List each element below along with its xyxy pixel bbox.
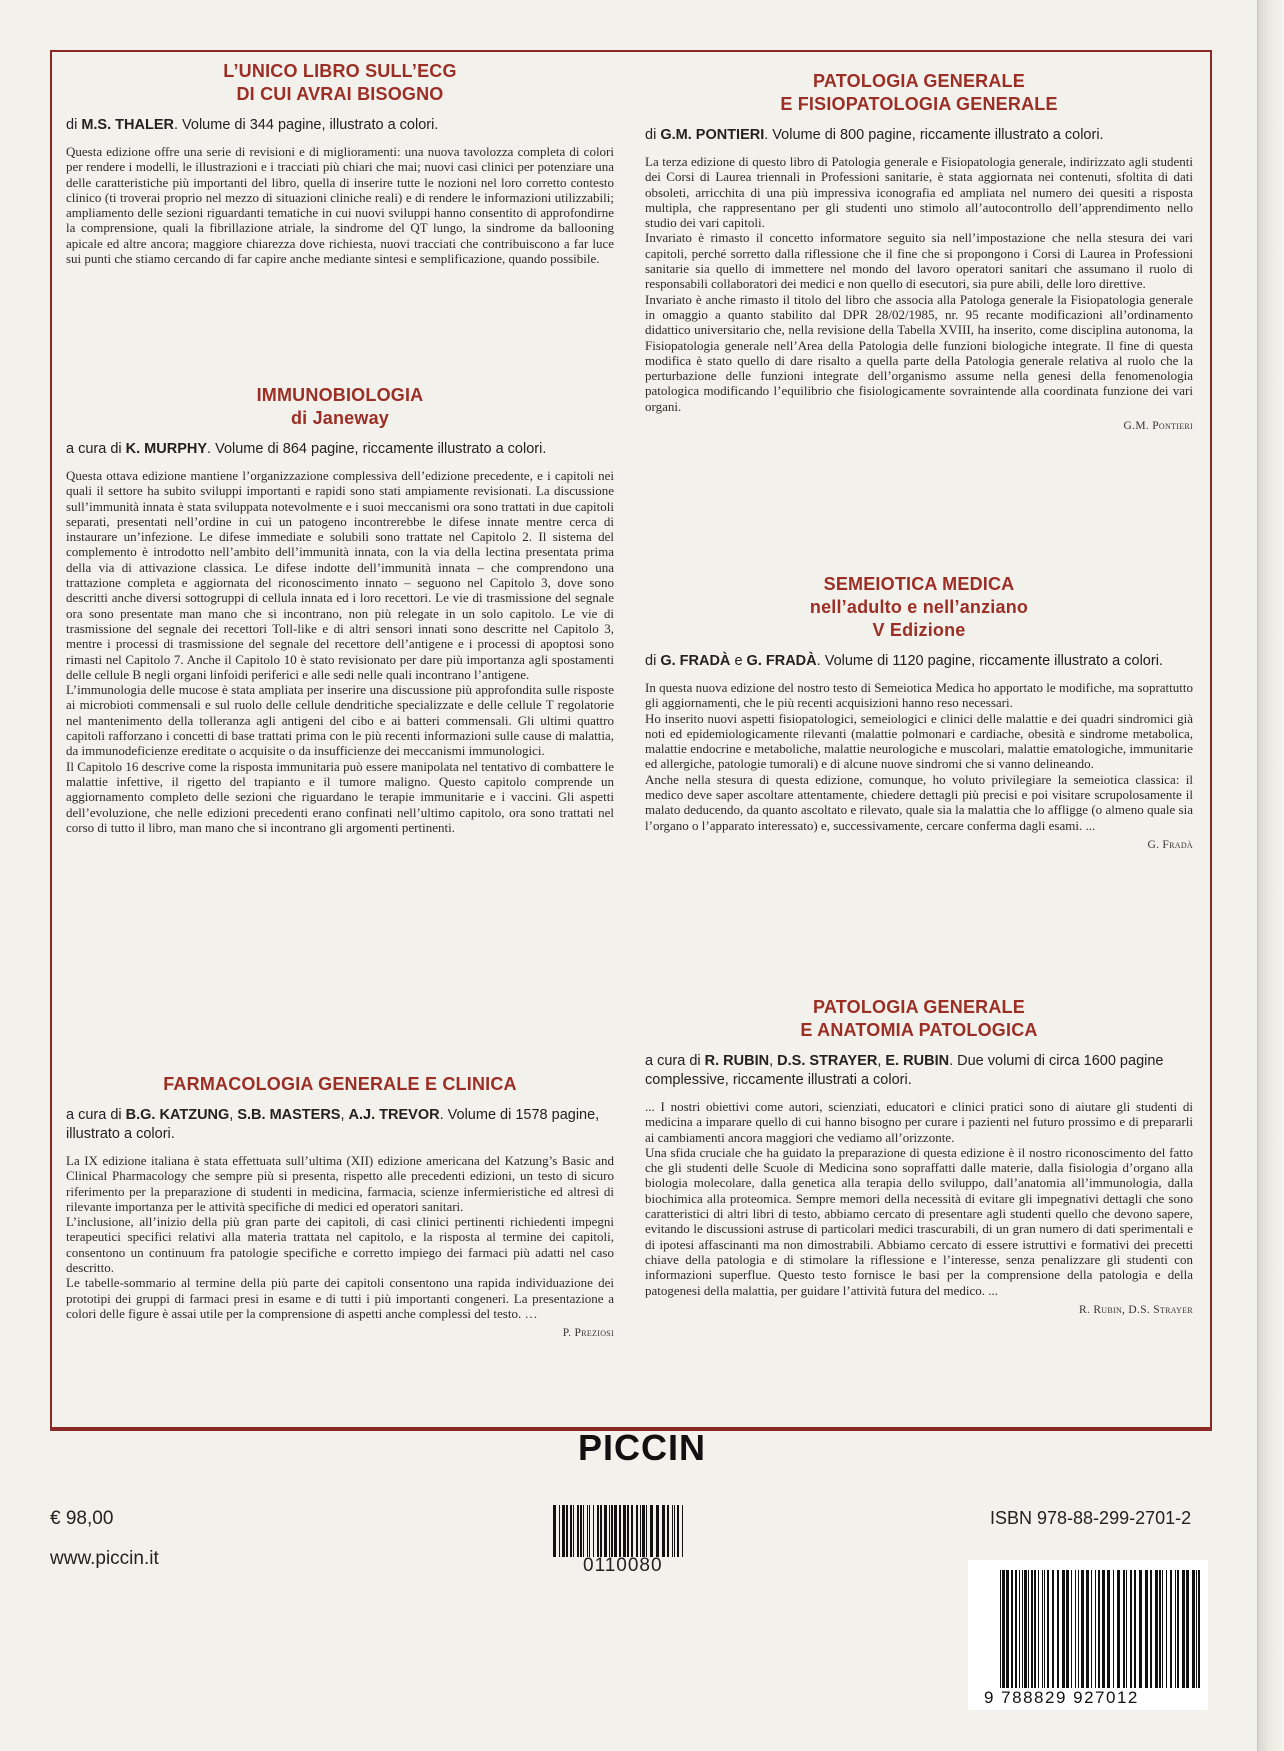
internal-barcode-number: 0110080: [583, 1555, 663, 1576]
barcode-bar: [642, 1505, 645, 1557]
barcode-bar: [1000, 1570, 1001, 1688]
barcode-bar: [1081, 1570, 1084, 1688]
barcode-bar: [1062, 1570, 1065, 1688]
book-byline: di M.S. THALER. Volume di 344 pagine, illustrato a colori.: [66, 117, 439, 133]
barcode-bar: [1028, 1570, 1029, 1688]
barcode-bar: [553, 1505, 556, 1557]
barcode-bar: [583, 1505, 584, 1557]
barcode-bar: [1095, 1570, 1096, 1688]
author-name: M.S. THALER: [81, 117, 174, 133]
book-description: Questa edizione offre una serie di revisioni e di miglioramenti: una nuova tavolozza completa di colori per rendere i modelli, le illustrazioni e i tracciati più chiari che mai; nuovi casi clinici per potenziare una delle caratteristiche più importanti del libro, quella di inserire tutte le nozioni nel loro corretto contesto clinico (ti troverai proprio nel mezzo di situazioni cliniche reali) e di rendere le informazioni utilizzabili; ampliamento delle sezioni riguardanti tematiche in cui nuovi sviluppi hanno consentito di approfondirne la comprensione, quali la fibrillazione atriale, la sindrome del QT lungo, la sindrome da ballooning apicale ed altre ancora; maggiore chiarezza dove richiesta, nuovi tracciati che contribuiscono a far luce sui punti che stiamo cercando di far capire anche mediante sintesi e semplificazione, quando possibile.: [66, 144, 614, 267]
publisher-website[interactable]: www.piccin.it: [50, 1548, 159, 1569]
book-title: PATOLOGIA GENERALE E ANATOMIA PATOLOGICA: [800, 997, 1038, 1040]
barcode-bar: [1170, 1570, 1172, 1688]
barcode-bar: [1019, 1570, 1020, 1688]
barcode-bar: [562, 1505, 565, 1557]
book-description: Questa ottava edizione mantiene l’organizzazione complessiva dell’edizione precedente, e i capitoli nei quali il settore ha subito sviluppi importanti e rapidi sono stati ampiamente revisionati. La discussione sull’immunità innata è stata sviluppata notevolmente e i suoi meccanismi ora sono trattati in due capitoli separati, presentati nell’ordine in cui un patogeno incontrerebbe le difese innate mentre cerca di instaurare un’infezione. Le difese immediate e solubili sono trattate nel Capitolo 2. Il sistema del complemento è introdotto nell’ambito dell’immunità innata, con la via della lectina presentata prima della via di attivazione classica. Le difese indotte dell’immunità innata – che comprendono una trattazione completa e aggiornata del riconoscimento innato – seguono nel Capitolo 3, dove sono descritti anche diversi sottogruppi di cellula innata ed i loro recettori. Le vie di trasmissione del segnale ora sono presentate man mano che si incontrano, non più relegate in un solo capitolo. Le vie di trasmissione del segnale dei recettori Toll-like e di altri sensori innati sono descritte nel Capitolo 3, mentre i processi di trasmissione del segnale del recettore dell’antigene e i processi di apoptosi sono rimasti nel Capitolo 7. Anche il Capitolo 10 è stato revisionato per dare più importanza agli spostamenti delle cellule B negli organi linfoidi periferici e alle sedi nelle quali incontrano l’antigene. L’immunologia delle mucose è stata ampliata per inserire una discussione più approfondita sulle risposte ai microbioti commensali e sul ruolo delle cellule dendritiche specializzate e delle cellule T regolatorie nel mantenimento della tolleranza agli antigeni del cibo e ai batteri commensali. Gli ultimi quattro capitoli rafforzano i concetti di base trattati prima con le più recenti informazioni sulle cause di malattia, da immunodeficienze ereditate o acquisite o da insufficienze dei meccanismi immunologici. Il Capitolo 16 descrive come la risposta immunitaria può essere manipolata nel tentativo di combattere le malattie infettive, il rigetto del trapianto e il tumore maligno. Questo capitolo comprende un aggiornamento completo delle sezioni che riguardano le terapie immunitarie e i vaccini. Gli aspetti dell’evoluzione, che nelle edizioni precedenti erano confinati nell’ultimo capitolo, ora sono trattati nel corso di tutto il libro, man mano che si incontrano gli argomenti pertinenti.: [66, 468, 614, 835]
barcode-bar: [1078, 1570, 1079, 1688]
barcode-bar: [566, 1505, 568, 1557]
barcode-bar: [1198, 1570, 1200, 1688]
barcode-bar: [650, 1505, 653, 1557]
barcode-bar: [636, 1505, 638, 1557]
barcode-bar: [604, 1505, 607, 1557]
barcode-bar: [677, 1505, 679, 1557]
barcode-bar: [1098, 1570, 1100, 1688]
barcode-bar: [672, 1505, 673, 1557]
barcode-bar: [1182, 1570, 1185, 1688]
barcode-bar: [1196, 1570, 1197, 1688]
barcode-bar: [1162, 1570, 1163, 1688]
book-description: La terza edizione di questo libro di Patologia generale e Fisiopatologia generale, indirizzato agli studenti dei Corsi di Laurea triennali in Professioni sanitarie, è stata aggiornata nei contenuti, sfoltita di dati obsoleti, arricchita di una più impressiva iconografia ed ampliata nel numero dei quesiti a risposta multipla, che rappresentano per gli studenti uno stimolo all’autocontrollo dell’apprendimento nello studio dei vari capitoli. Invariato è rimasto il concetto informatore seguito sia nell’impostazione che nella stesura dei vari capitoli, perché sorretto dalla riflessione che il fine che si propongono i Corsi di Laurea in Professioni sanitarie sia quello di immettere nel mondo del lavoro operatori sanitari che assumano il ruolo di responsabili collaboratori dei medici e non quello di esecutori, sia pure abili, delle loro direttive. Invariato è anche rimasto il titolo del libro che associa alla Patologa generale la Fisiopatologia generale in omaggio a quanto stabilito dal DPR 28/02/1985, nr. 95 recante modificazioni all’ordinamento didattico universitario che, nella revisione della Tabella XVIII, ha inserito, come disciplina autonoma, la Fisiopatologia generale nell’Area della Patologia delle funzioni biologiche integrate. Il fine di questa modifica è stato quello di dare risalto a quella parte della Patologia generale relativa al ruolo che la perturbazione delle funzioni integrate dell’organismo assume nella genesi della fenomenologia patologica modificando l’equilibrio che fisiologicamente sovraintende alla coordinata funzione dei vari organi.: [645, 154, 1193, 414]
barcode-bar: [597, 1505, 599, 1557]
book-title: PATOLOGIA GENERALE E FISIOPATOLOGIA GENERALE: [780, 71, 1058, 114]
book-byline: a cura di B.G. KATZUNG, S.B. MASTERS, A.J. TREVOR. Volume di 1578 pagine, illustrato a colori.: [66, 1107, 600, 1142]
barcode-bar: [573, 1505, 574, 1557]
author-name: K. MURPHY: [125, 441, 208, 457]
book-immunobiologia: [66, 384, 614, 835]
book-farmacologia: [66, 1073, 614, 1339]
book-byline: a cura di K. MURPHY. Volume di 864 pagine, riccamente illustrato a colori.: [66, 441, 547, 457]
barcode-bar: [1011, 1570, 1013, 1688]
barcode-bar: [662, 1505, 665, 1557]
book-spine-edge: [1257, 0, 1284, 1751]
barcode-bar: [614, 1505, 617, 1557]
barcode-bar: [619, 1505, 621, 1557]
barcode-bar: [1113, 1570, 1114, 1688]
publisher-logo: PICCIN: [577, 1427, 706, 1468]
barcode-bar: [1150, 1570, 1152, 1688]
barcode-bar: [1052, 1570, 1054, 1688]
barcode-bar: [1002, 1570, 1005, 1688]
book-byline: di G. FRADÀ e G. FRADÀ. Volume di 1120 pagine, riccamente illustrato a colori.: [645, 653, 1163, 669]
barcode-bar: [1166, 1570, 1167, 1688]
author-name: G.M. PONTIERI: [660, 127, 765, 143]
barcode-bar: [646, 1505, 647, 1557]
barcode-bar: [600, 1505, 602, 1557]
barcode-bar: [1075, 1570, 1076, 1688]
barcode-bar: [1091, 1570, 1092, 1688]
barcode-bar: [1117, 1570, 1120, 1688]
book-byline: a cura di R. RUBIN, D.S. STRAYER, E. RUBIN. Due volumi di circa 1600 pagine complessive, riccamente illustrati a colori.: [645, 1053, 1164, 1088]
barcode-bar: [1006, 1570, 1009, 1688]
barcode-bar: [1022, 1570, 1023, 1688]
barcode-bar: [1123, 1570, 1125, 1688]
barcode-bar: [570, 1505, 572, 1557]
book-title: SEMEIOTICA MEDICA nell’adulto e nell’anziano V Edizione: [809, 574, 1029, 640]
barcode-bar: [1192, 1570, 1195, 1688]
book-description: In questa nuova edizione del nostro testo di Semeiotica Medica ho apportato le modifiche, ma soprattutto gli aggiornamenti, che le più recenti acquisizioni hanno reso necessari. Ho inserito nuovi aspetti fisiopatologici, semeiologici e clinici delle malattie e dei quadri sindromici già noti ed epidemiologicamente rilevanti (malattie polmonari e cardiache, obesità e sindrome metabolica, malattie endocrine e metaboliche, malattie neurologiche e muscolari, malattie ematologiche, immunitarie ed allergiche, patologie tumorali) e di alcune nuove sindromi che si vanno delineando. Anche nella stesura di questa edizione, comunque, ho voluto privilegiare la semeiotica classica: il medico deve saper ascoltare attentamente, chiedere dettagli più precisi e poi visitare scrupolosamente il malato deducendo, da quanto ascoltato e rilevato, quale sia la malattia che lo affligge (o almeno quale sia l’organo o l’apparato interessato) e, successivamente, cercare conferma dagli esami. ...: [645, 680, 1193, 833]
barcode-bar: [1047, 1570, 1049, 1688]
barcode-bar: [627, 1505, 629, 1557]
barcode-bar: [1175, 1570, 1176, 1688]
book-description: ... I nostri obiettivi come autori, scienziati, educatori e clinici pratici sono di aiutare gli studenti di medicina a imparare quello di cui hanno bisogno per curare i pazienti nel futuro prossimo e di prepararli ai cambiamenti ancora maggiori che vediamo all’orizzonte. Una sfida cruciale che ha guidato la preparazione di questa edizione è il nostro riconoscimento del fatto che gli studenti delle Scuole di Medicina sono sopraffatti dalle materie, dalla fisiologia d’organo alla biologia molecolare, dalla genetica alla terapia dello sviluppo, dall’anatomia all’immunologia, dalla biochimica alla proteomica. Sempre memori della necessità di evitare gli impegnativi dettagli che sono caratteristici di altri libri di testo, abbiamo cercato di presentare agli studenti quello che devono sapere, evitando le discussioni astruse di particolari medici trascurabili, di un gran numero di dati sperimentali e di ipotesi affascinanti ma non dimostrabili. Abbiamo cercato di essere istruttivi e formativi dei precetti chiave della patologia e di stimolare la riflessione e l’interesse, senza penalizzare gli studenti con informazioni superflue. Questo testo fornisce le basi per la comprensione della patologia e della patogenesi della malattia, per guidare l’attività futura del medico. ...: [645, 1099, 1193, 1298]
barcode-bar: [640, 1505, 641, 1557]
barcode-bar: [1015, 1570, 1017, 1688]
barcode-bar: [631, 1505, 633, 1557]
barcode-bar: [1126, 1570, 1127, 1688]
barcode-bar: [1134, 1570, 1136, 1688]
book-semeiotica: [645, 573, 1193, 851]
book-title: IMMUNOBIOLOGIA di Janeway: [256, 385, 424, 428]
book-description: La IX edizione italiana è stata effettuata sull’ultima (XII) edizione americana del Katzung’s Basic and Clinical Pharmacology che sempre più si presenta, rispetto alle precedenti edizioni, un testo di sicuro riferimento per la preparazione di studenti in medicina, farmacia, scienze infermieristiche ed altresì di rilevante importanza per le attività specifiche di medici ed operatori sanitari. L’inclusione, all’inizio della più gran parte dei capitoli, di casi clinici pertinenti richiedenti impegni terapeutici specifici relativi alla materia trattata nel capitolo, e la risposta al termine dei capitoli, consentono un continuum fra patologie specifiche e corretto impiego dei farmaci più adatti nel caso descritto. Le tabelle-sommario al termine della più parte dei capitoli consentono una rapida individuazione dei prototipi dei gruppi di farmaci presi in esame e di tutti i più importanti congeneri. La presentazione a colori delle figure è assai utile per la comprensione di aspetti anche complessi del testo. …: [66, 1153, 614, 1321]
barcode-bar: [674, 1505, 675, 1557]
ean-barcode-number: 9 788829 927012: [984, 1688, 1139, 1707]
barcode-bar: [587, 1505, 588, 1557]
book-byline: di G.M. PONTIERI. Volume di 800 pagine, riccamente illustrato a colori.: [645, 127, 1104, 143]
ean-barcode: [1000, 1570, 1200, 1688]
review-signature: G. Fradà: [1147, 838, 1193, 851]
review-signature: R. Rubin, D.S. Strayer: [1079, 1303, 1193, 1316]
barcode-bar: [611, 1505, 613, 1557]
barcode-bar: [1186, 1570, 1189, 1688]
barcode-bar: [589, 1505, 590, 1557]
isbn: ISBN 978-88-299-2701-2: [990, 1508, 1192, 1528]
price: € 98,00: [50, 1508, 114, 1529]
barcode-bar: [1042, 1570, 1043, 1688]
internal-barcode: [553, 1505, 683, 1557]
book-patologia-anatomia: [645, 996, 1193, 1316]
barcode-bar: [580, 1505, 582, 1557]
book-title: FARMACOLOGIA GENERALE E CLINICA: [163, 1074, 517, 1094]
barcode-bar: [1038, 1570, 1039, 1688]
barcode-bar: [1044, 1570, 1045, 1688]
barcode-bar: [1071, 1570, 1072, 1688]
barcode-bar: [1057, 1570, 1059, 1688]
barcode-bar: [1086, 1570, 1089, 1688]
barcode-bar: [1145, 1570, 1148, 1688]
barcode-bar: [1139, 1570, 1142, 1688]
book-title: L’UNICO LIBRO SULL’ECG DI CUI AVRAI BISOGNO: [223, 61, 457, 104]
barcode-bar: [623, 1505, 626, 1557]
barcode-bar: [1155, 1570, 1158, 1688]
barcode-bar: [1034, 1570, 1036, 1688]
barcode-bar: [1159, 1570, 1161, 1688]
barcode-bar: [1066, 1570, 1069, 1688]
barcode-bar: [667, 1505, 669, 1557]
barcode-bar: [1102, 1570, 1105, 1688]
book-ecg: [66, 60, 614, 266]
barcode-bar: [1177, 1570, 1179, 1688]
barcode-bar: [559, 1505, 560, 1557]
review-signature: P. Preziosi: [562, 1327, 614, 1340]
barcode-bar: [1031, 1570, 1033, 1688]
barcode-bar: [1130, 1570, 1132, 1688]
barcode-bar: [1024, 1570, 1027, 1688]
book-patologia-fisiopatologia: [645, 70, 1193, 432]
barcode-bar: [609, 1505, 610, 1557]
barcode-bar: [593, 1505, 594, 1557]
barcode-bar: [577, 1505, 579, 1557]
barcode-bar: [682, 1505, 683, 1557]
barcode-bar: [1107, 1570, 1110, 1688]
barcode-bar: [656, 1505, 659, 1557]
review-signature: G.M. Pontieri: [1123, 420, 1193, 433]
